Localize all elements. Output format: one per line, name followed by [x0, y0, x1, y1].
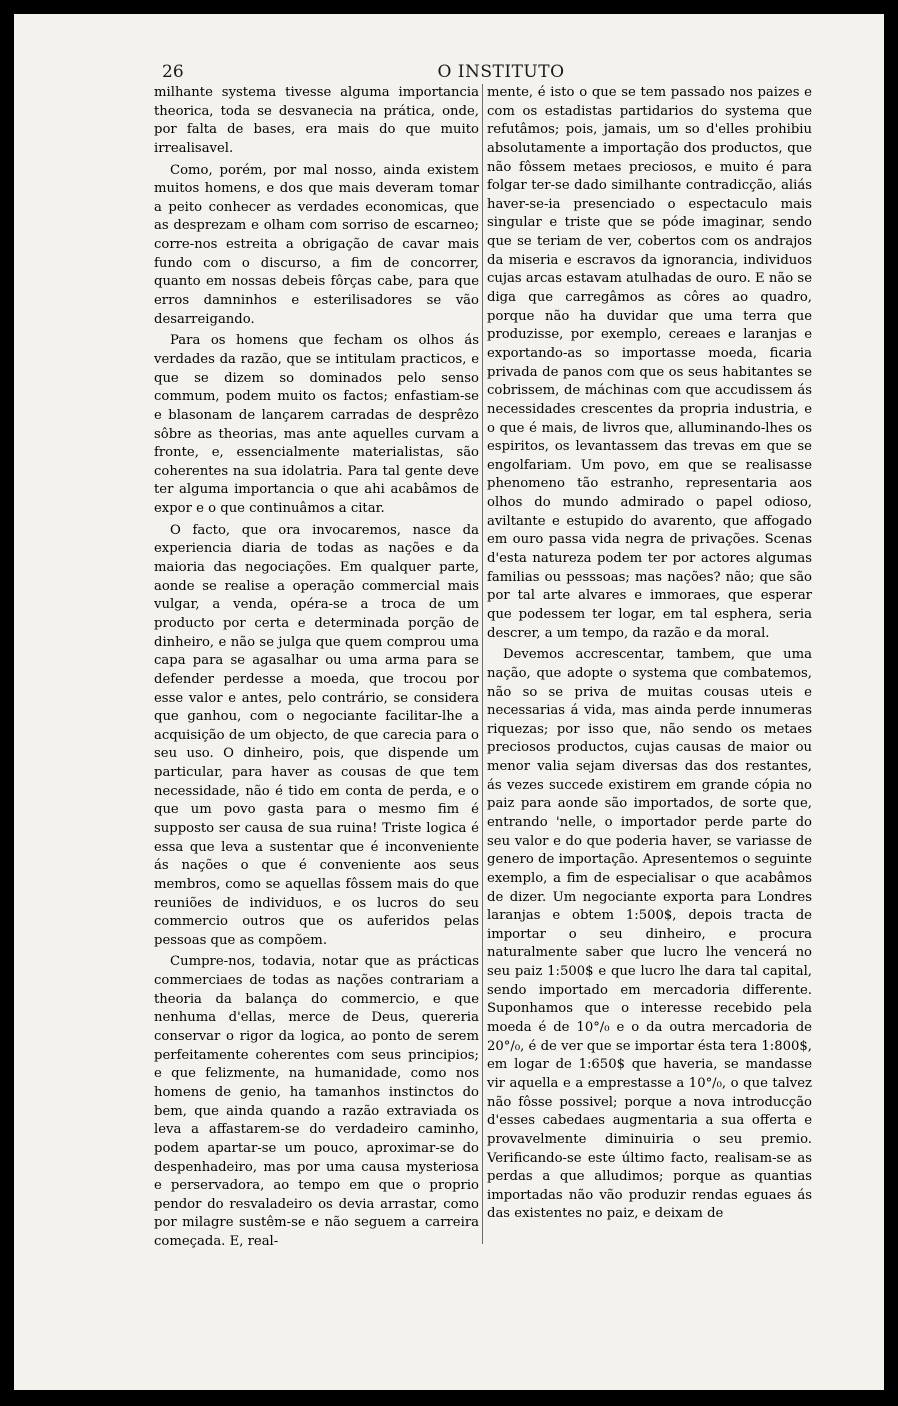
left-column — [154, 84, 479, 1255]
paragraph: Devemos accrescentar, tambem, que uma nação, que adopte o systema que combatemos, não so se priva de muitas cousas uteis e necessarias á vida, mas ainda perde innumeras riquezas; por isso que, não sendo os metaes preciosos productos, cujas causas de maior ou menor valia sejam diversas das dos restantes, ás vezes succede existirem em grande cópia no paiz para aonde são importados, de sorte que, entrando 'nelle, o importador perde parte do seu valor e do que poderia haver, se variasse de genero de importação. Apresentemos o seguinte exemplo, a fim de especialisar o que acabâmos de dizer. Um negociante exporta para Londres laranjas e obtem 1:500$, depois tracta de importar o seu dinheiro, e procura naturalmente saber que lucro lhe vencerá no seu paiz 1:500$ e que lucro lhe dara tal capital, sendo importado em mercadoria differente. Suponhamos que o interesse recebido pela moeda é de 10°/₀ e o da outra mercadoria de 20°/₀, é de ver que se importar ésta tera 1:800$, em logar de 1:650$ que haveria, se mandasse vir aquella e a emprestasse a 10°/₀, o que talvez não fôsse possivel; porque a nova introducção d'esses cabedaes augmentaria a sua offerta e provavelmente diminuiria o seu premio. Verificando-se este último facto, realisam-se as perdas a que alludimos; porque as quantias importadas não vão produzir rendas eguaes ás das existentes no paiz, e deixam de — [487, 647, 812, 1222]
paragraph: O facto, que ora invocaremos, nasce da experiencia diaria de todas as nações e da maioria das negociações. Em qualquer parte, aonde se realise a operação commercial mais vulgar, a venda, opéra-se a troca de um producto por certa e determinada porção de dinheiro, e não se julga que quem comprou uma capa para se agasalhar ou uma arma para se defender perdesse a moeda, que trocou por esse valor e antes, pelo contrário, se considera que ganhou, com o negociante facilitar-lhe a acquisição de um objecto, de que carecia para o seu uso. O dinheiro, pois, que dispende um particular, para haver as cousas de que tem necessidade, não é tido em conta de perda, e o que um povo gasta para o mesmo fim é supposto ser causa de sua ruina! Triste logica é essa que leva a sustentar que é inconveniente ás nações o que é conveniente aos seus membros, como se aquellas fôssem mais do que reuniões de individuos, e os lucros do seu commercio outros que os auferidos pelas pessoas que as compõem. — [154, 522, 479, 948]
paragraph: milhante systema tivesse alguma importancia theorica, toda se desvanecia na prática, onde, por falta de bases, era mais do que muito irrealisavel. — [154, 85, 479, 156]
paragraph: Para os homens que fecham os olhos ás verdades da razão, que se intitulam practicos, e que se dizem so dominados pelo senso commum, podem muito os factos; enfastiam-se e blasonam de lançarem carradas de desprêzo sôbre as theorias, mas ante aquelles curvam a fronte, e, essencialmente materialistas, são coherentes na sua idolatria. Para tal gente deve ter alguma importancia o que ahi acabâmos de expor e o que continuâmos a citar. — [154, 333, 479, 517]
right-column — [487, 84, 812, 1227]
paragraph: Cumpre-nos, todavia, notar que as prácticas commerciaes de todas as nações contrariam a theoria da balança do commercio, e que nenhuma d'ellas, merce de Deus, quereria conservar o rigor da logica, ao ponto de serem perfeitamente coherentes com seus principios; e que felizmente, na humanidade, como nos homens de genio, ha tamanhos instinctos do bem, que ainda quando a razão extraviada os leva a affastarem-se do verdadeiro caminho, podem apartar-se um pouco, aproximar-se do despenhadeiro, mas por uma causa mysteriosa e perservadora, ao tempo em que o proprio pendor do resvaladeiro os devia arrastar, como por milagre sustêm-se e não seguem a carreira começada. E, real- — [154, 954, 479, 1250]
paragraph: mente, é isto o que se tem passado nos paizes e com os estadistas partidarios do systema que refutâmos; pois, jamais, um so d'elles prohibiu absolutamente a importação dos productos, que não fôssem metaes preciosos, e muito é para folgar ter-se dado similhante contradicção, aliás haver-se-ia presenciado o espectaculo mais singular e triste que se póde imaginar, sendo que se teriam de ver, cobertos com os andrajos da miseria e escravos da ignorancia, individuos cujas arcas estavam atulhadas de ouro. E não se diga que carregâmos as côres ao quadro, porque não ha duvidar que uma terra que produzisse, por exemplo, cereaes e laranjas e exportando-as so importasse moeda, ficaria privada de panos com que os seus habitantes se cobrissem, de máchinas com que accudissem ás necessidades crescentes da propria industria, e o que é mais, de livros que, alluminando-lhes os espiritos, os levantassem das trevas em que se engolfariam. Um povo, em que se realisasse phenomeno tão estranho, representaria aos olhos do mundo admirado o papel odioso, aviltante e estupido do avarento, que affogado em ouro passa vida negra de privações. Scenas d'esta natureza podem ter por actores algumas familias ou pesssoas; mas nações? não; que são por tal arte alvares e immoraes, que esperar que podessem ter logar, em tal esphera, seria descrer, a um tempo, da razão e da moral. — [487, 85, 812, 641]
paragraph: Como, porém, por mal nosso, ainda existem muitos homens, e dos que mais deveram tomar a peito conhecer as verdades economicas, que as desprezam e olham com sorriso de escarneo; corre-nos estreita a obrigação de cavar mais fundo com o discurso, a fim de concorrer, quanto em nossas debeis fôrças cabe, para que erros damninhos e esterilisadores se vão desarreigando. — [154, 162, 479, 327]
running-title: O INSTITUTO — [437, 62, 565, 82]
page-number: 26 — [162, 62, 184, 82]
column-divider — [482, 84, 483, 1244]
